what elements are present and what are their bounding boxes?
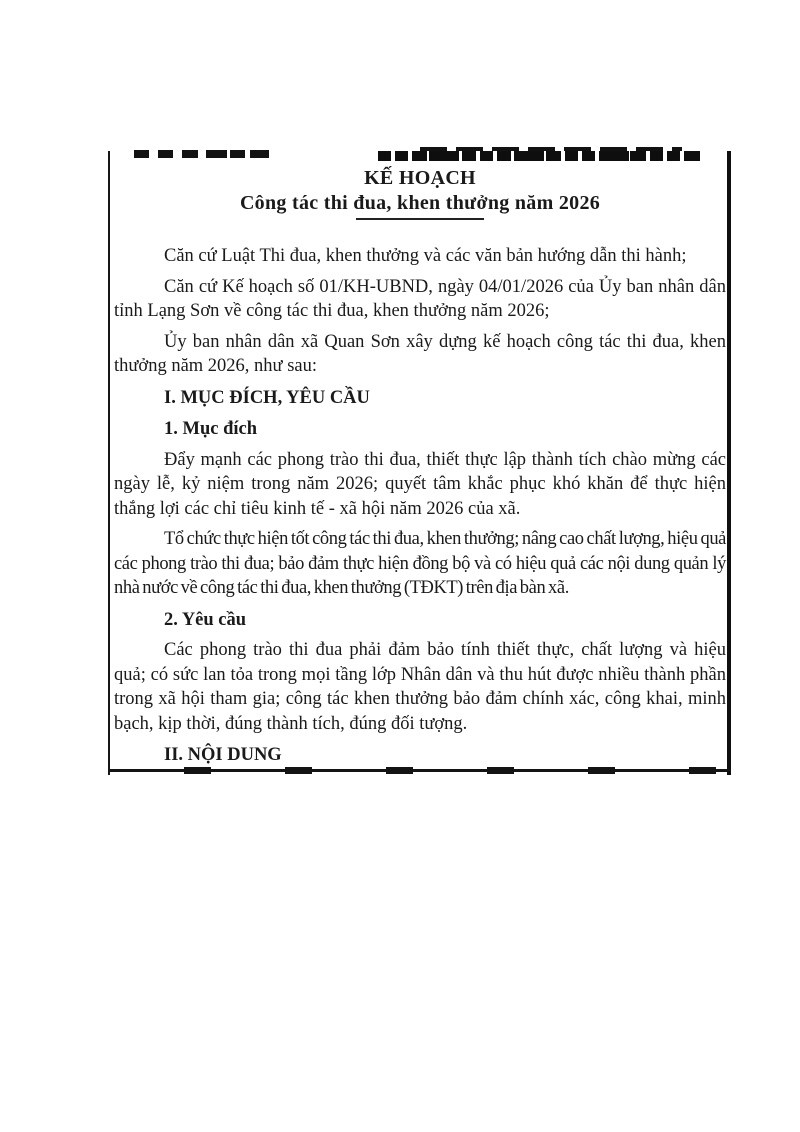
paragraph-requirements: Các phong trào thi đua phải đảm bảo tính thiết thực, chất lượng và hiệu quả; có sức lan tỏa trong mọi tầng lớp Nhân dân và thu hút được nhiều thành phần trong xã hội tham gia; công tác khen thưởng bảo đảm chính xác, công khai, minh bạch, kịp thời, đúng thành tích, đúng đối tượng. <box>114 640 726 734</box>
page-edge-left-line <box>108 151 110 775</box>
scan-artifact-top-left <box>134 150 277 158</box>
document-content <box>114 166 726 768</box>
scan-artifact-bottom-line-blobs <box>110 767 731 774</box>
paragraph-introduction: Ủy ban nhân dân xã Quan Sơn xây dựng kế hoạch công tác thi đua, khen thưởng năm 2026, như sau: <box>114 331 726 376</box>
paragraph-purpose-1: Đẩy mạnh các phong trào thi đua, thiết thực lập thành tích chào mừng các ngày lễ, kỷ niệm trong năm 2026; quyết tâm khắc phục khó khăn để thực hiện thắng lợi các chỉ tiêu kinh tế - xã hội năm 2026 của xã. <box>114 449 726 519</box>
paragraph-legal-basis-2: Căn cứ Kế hoạch số 01/KH-UBND, ngày 04/01/2026 của Ủy ban nhân dân tỉnh Lạng Sơn về công tác thi đua, khen thưởng năm 2026; <box>114 276 726 321</box>
paragraph-legal-basis-1: Căn cứ Luật Thi đua, khen thưởng và các văn bản hướng dẫn thi hành; <box>164 246 687 266</box>
section-heading-purpose-requirements: I. MỤC ĐÍCH, YÊU CẦU <box>164 387 370 408</box>
subsection-heading-requirements: 2. Yêu cầu <box>164 609 247 630</box>
page-edge-right-line <box>727 151 731 775</box>
document-subtitle: Công tác thi đua, khen thưởng năm 2026 <box>239 191 601 214</box>
subsection-heading-purpose: 1. Mục đích <box>164 419 258 439</box>
document-title-block <box>114 166 726 220</box>
document-title: KẾ HOẠCH <box>364 167 476 189</box>
scan-artifact-top-right-lower <box>378 151 700 161</box>
paragraph-purpose-2: Tổ chức thực hiện tốt công tác thi đua, khen thưởng; nâng cao chất lượng, hiệu quả các phong trào thi đua; bảo đảm thực hiện đồng bộ và có hiệu quả các nội dung quản lý nhà nước về công tác thi đua, khen thưởng (TĐKT) trên địa bàn xã. <box>114 529 726 598</box>
section-heading-content: II. NỘI DUNG <box>164 745 282 765</box>
title-underline <box>356 218 484 220</box>
